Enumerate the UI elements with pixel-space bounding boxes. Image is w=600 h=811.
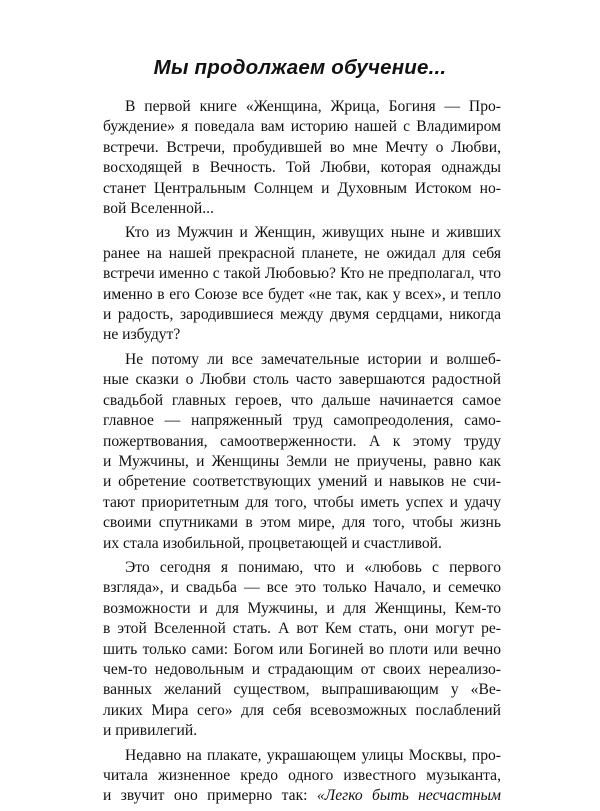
text-line: своими спутниками в этом мире, для того, чтобы жизнь — [103, 514, 501, 532]
text-line: тают приоритетным для того, чтобы иметь успех и удачу — [103, 493, 501, 511]
text-line: буждение» я поведала вам историю нашей с Владимиром — [103, 118, 501, 136]
paragraph-2 — [103, 223, 501, 345]
text-line: в этой Вселенной стать. А вот Кем стать, они могут ре- — [103, 620, 501, 638]
italic-quote: «Легко быть несчастным — [316, 787, 501, 805]
text-line: возможности и для Мужчины, и для Женщины, Кем-то — [103, 599, 501, 617]
text-line: В первой книге «Женщина, Жрица, Богиня — Про- — [125, 98, 501, 115]
text-line: и привилегий. — [103, 722, 198, 740]
text-line: Это сегодня я понимаю, что и «любовь с первого — [125, 558, 501, 576]
text-line: чем-то недовольным и страдающим от своих нереализо- — [103, 660, 501, 678]
text-line: ранее на нашей прекрасной планете, не ожидал для себя — [103, 244, 501, 262]
text-line: Не потому ли все замечательные истории и волшеб- — [125, 350, 501, 368]
text-line: и радость, зародившиеся между двумя сердцами, никогда — [103, 306, 501, 324]
text-line: свадьбой главных героев, что дальше начинается самое — [103, 391, 501, 409]
text-line: и Мужчины, и Женщины Земли не приучены, равно как — [103, 452, 501, 470]
text-line: читала жизненное кредо одного известного музыканта, — [103, 767, 501, 784]
paragraph-5 — [103, 746, 501, 807]
body-text — [103, 97, 501, 811]
paragraph-4 — [103, 558, 501, 742]
text-line: ные сказки о Любви столь часто завершаются радостной — [103, 371, 501, 389]
chapter-title: Мы продолжаем обучение... — [153, 56, 447, 79]
text-line: вой Вселенной... — [103, 200, 214, 218]
text-line: шить только сами: Богом или Богиней во плоти или вечно — [103, 640, 501, 658]
text-line: их стала изобильной, процветающей и счастливой. — [103, 534, 442, 552]
text-line: главное — напряженный труд самопреодоления, само- — [103, 412, 501, 430]
text-line: именно в его Союзе все будет «не так, как у всех», и тепло — [103, 285, 501, 303]
text-line: Недавно на плакате, украшающем улицы Москвы, про- — [125, 746, 501, 764]
paragraph-3 — [103, 350, 501, 554]
text-line: ванных желаний существом, выпрашивающим у «Ве- — [103, 681, 501, 699]
text-line: встречи именно с такой Любовью? Кто не предполагал, что — [103, 265, 501, 283]
text-line: и обретение соответствующих умений и навыков не счи- — [103, 473, 501, 491]
text-line: Кто из Мужчин и Женщин, живущих ныне и живших — [125, 224, 501, 242]
paragraph-1 — [103, 97, 501, 219]
text-line: станет Центральным Солнцем и Духовным Истоком но- — [103, 179, 501, 197]
text-line: встречи. Встречи, пробудившей во мне Мечту о Любви, — [103, 138, 501, 156]
text-line: не избудут? — [103, 326, 181, 344]
text-line: взгляда», и свадьба — все это только Начало, и семечко — [103, 579, 501, 597]
text-line: восходящей в Вечность. Той Любви, которая однажды — [103, 159, 501, 177]
text-fragment: и звучит оно примерно так: — [103, 787, 308, 805]
text-line-with-quote — [103, 786, 501, 806]
text-line: ликих Мира сего» для себя всевозможных послаблений — [103, 701, 501, 719]
text-line: пожертвования, самоотверженности. А к этому труду — [103, 432, 501, 450]
